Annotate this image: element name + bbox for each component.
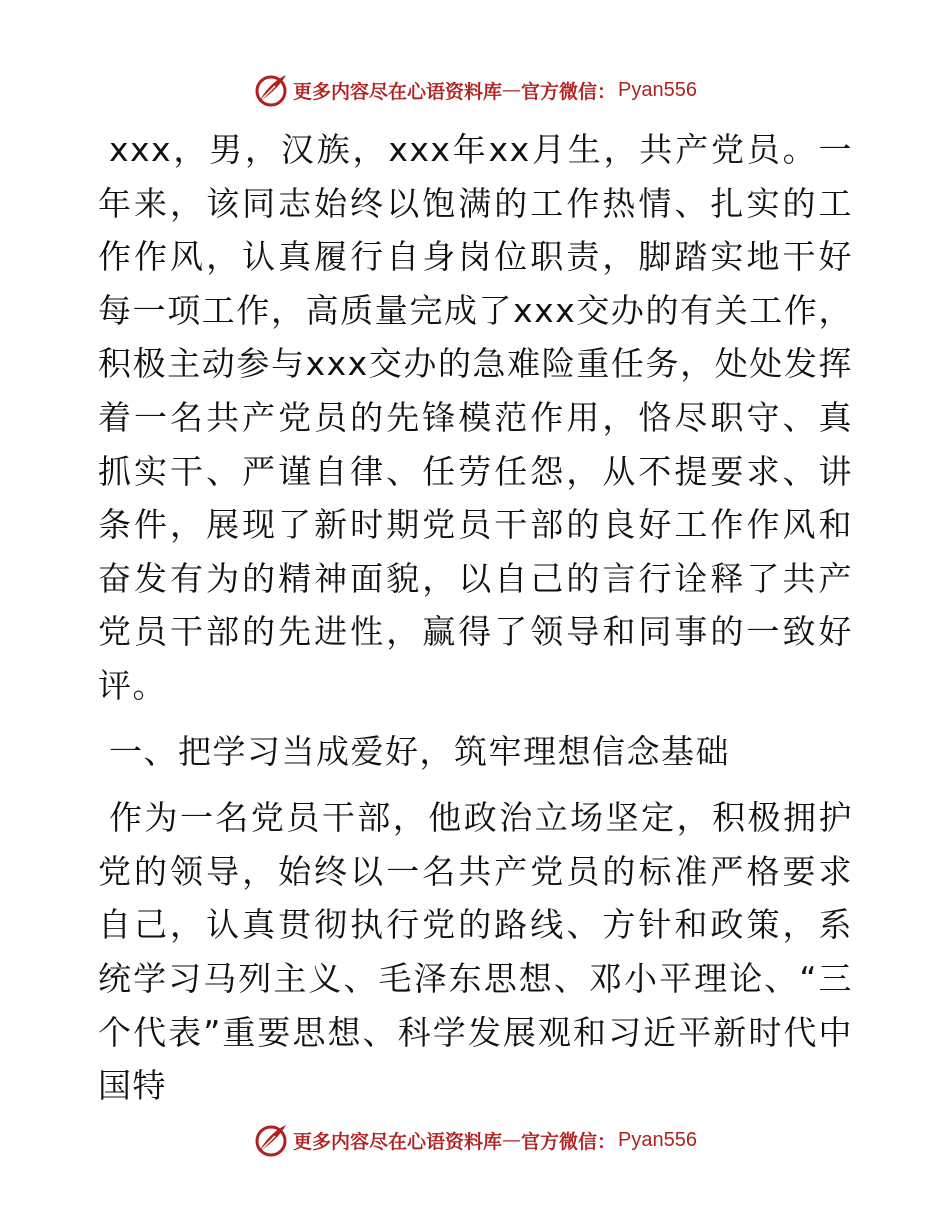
watermark-dash: — <box>502 1129 522 1151</box>
watermark-official-label: 官方微信： <box>521 80 617 103</box>
section-heading-1: 一、把学习当成爱好，筑牢理想信念基础 <box>109 731 730 771</box>
feather-logo-icon <box>253 1122 289 1158</box>
watermark-text: 更多内容尽在心语资料库 <box>293 80 503 103</box>
document-body <box>98 123 853 1113</box>
watermark-official-label: 官方微信： <box>521 1130 617 1153</box>
watermark-text: 更多内容尽在心语资料库 <box>293 1130 503 1153</box>
feather-logo-icon <box>253 72 289 108</box>
watermark-dash: — <box>502 79 522 101</box>
body-paragraph-2: 作为一名党员干部，他政治立场坚定，积极拥护党的领导，始终以一名共产党员的标准严格要求自己，认真贯彻执行党的路线、方针和政策，系统学习马列主义、毛泽东思想、邓小平理论、“三个代表”重要思想、科学发展观和习近平新时代中国特 <box>98 798 853 1106</box>
body-paragraph-1: xxx，男，汉族，xxx年xx月生，共产党员。一年来，该同志始终以饱满的工作热情、扎实的工作作风，认真履行自身岗位职责，脚踏实地干好每一项工作，高质量完成了xxx交办的有关工作，积极主动参与xxx交办的急难险重任务，处处发挥着一名共产党员的先锋模范作用，恪尽职守、真抓实干、严谨自律、任劳任怨，从不提要求、讲条件，展现了新时期党员干部的良好工作作风和奋发有为的精神面貌，以自己的言行诠释了共产党员干部的先进性，赢得了领导和同事的一致好评。 <box>98 130 853 705</box>
header-watermark <box>0 70 950 110</box>
watermark-id: Pyan556 <box>618 78 697 101</box>
watermark-id: Pyan556 <box>618 1128 697 1151</box>
footer-watermark <box>0 1120 950 1160</box>
